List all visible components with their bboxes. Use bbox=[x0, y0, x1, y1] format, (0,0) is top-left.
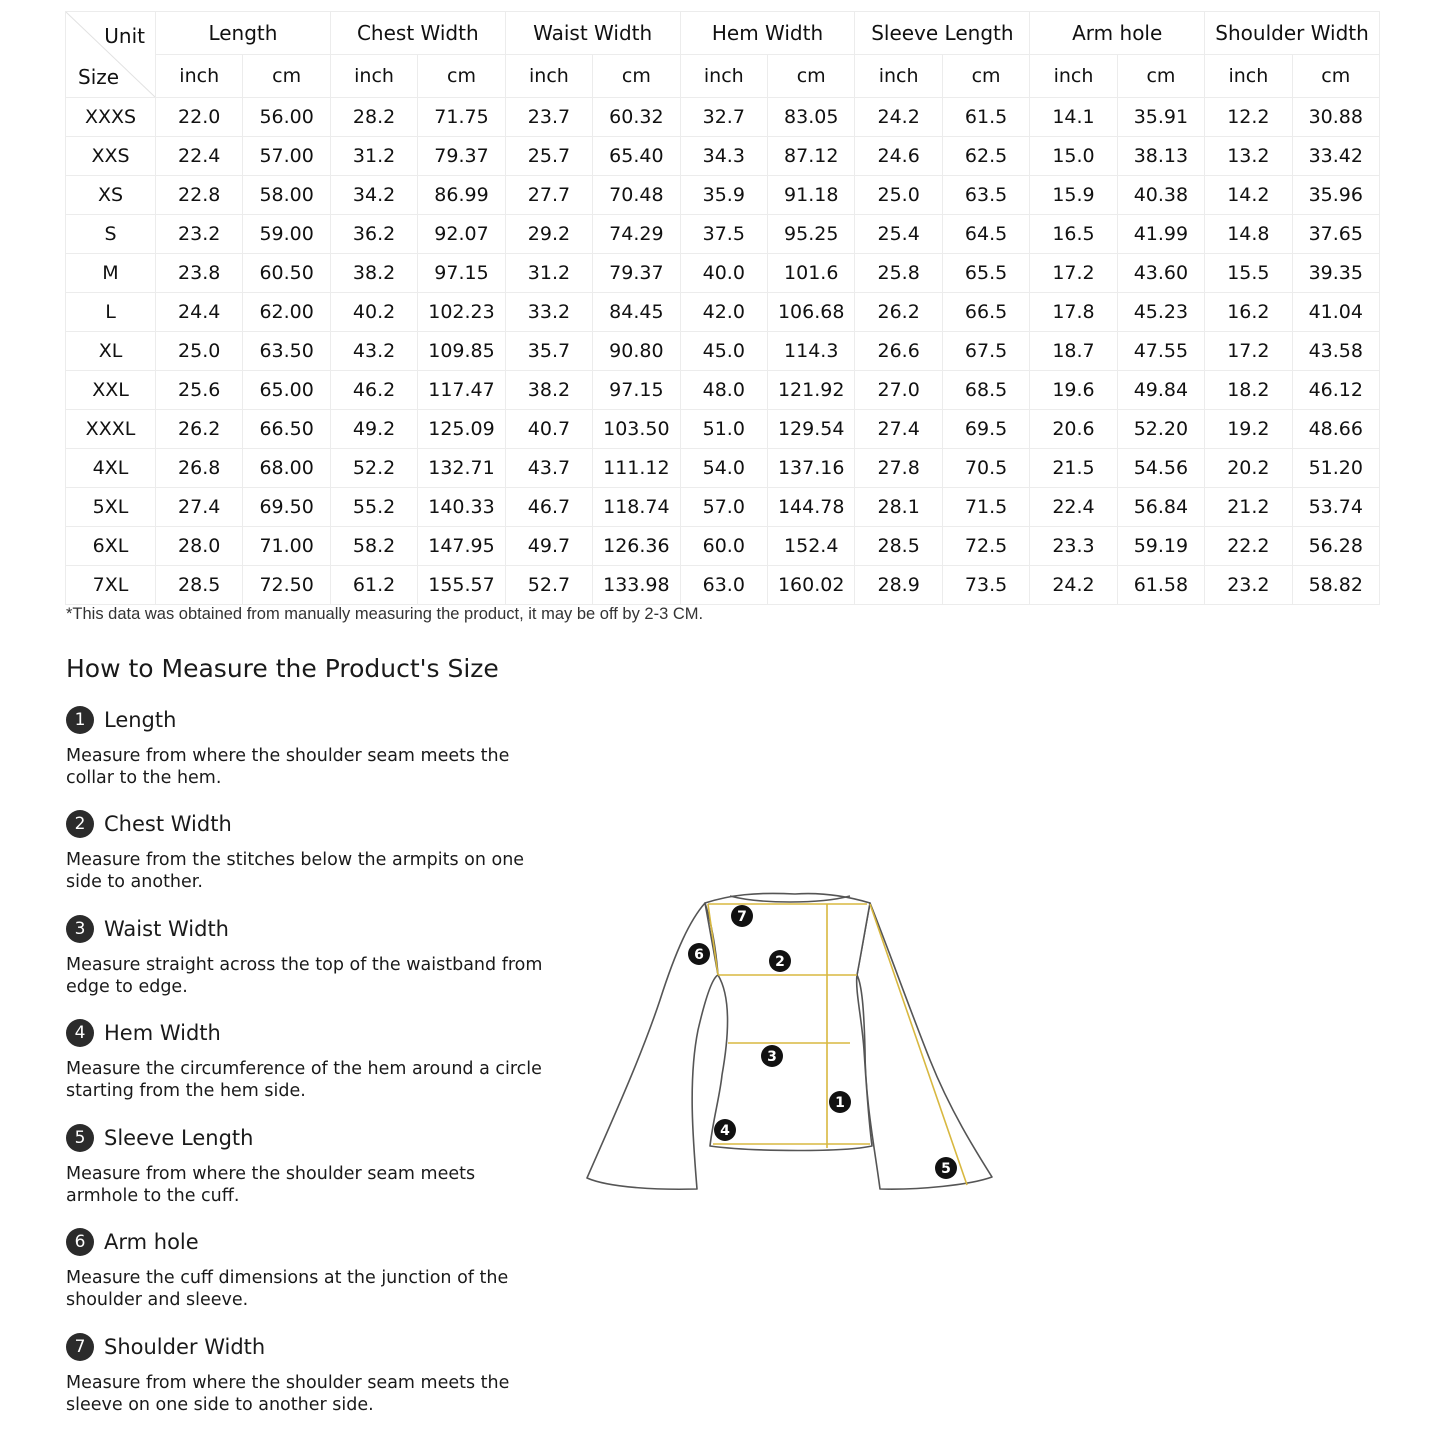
measurement-cell: 38.13 bbox=[1117, 137, 1204, 176]
marker-number: 4 bbox=[720, 1123, 730, 1139]
table-row bbox=[66, 176, 1380, 215]
marker-2 bbox=[769, 950, 791, 972]
measure-step bbox=[66, 705, 546, 789]
step-number-badge: 4 bbox=[66, 1019, 94, 1047]
size-cell: L bbox=[66, 293, 156, 332]
measurement-cell: 56.28 bbox=[1292, 527, 1379, 566]
unit-size-corner-cell bbox=[66, 12, 156, 98]
garment-diagram bbox=[580, 880, 1000, 1200]
measurement-cell: 97.15 bbox=[593, 371, 680, 410]
size-cell: XS bbox=[66, 176, 156, 215]
measurement-cell: 40.7 bbox=[505, 410, 592, 449]
measurement-cell: 37.5 bbox=[680, 215, 767, 254]
measurement-cell: 38.2 bbox=[505, 371, 592, 410]
measurement-cell: 70.48 bbox=[593, 176, 680, 215]
measurement-cell: 36.2 bbox=[330, 215, 417, 254]
measurement-cell: 22.4 bbox=[156, 137, 243, 176]
measurement-cell: 38.2 bbox=[330, 254, 417, 293]
measurement-cell: 30.88 bbox=[1292, 98, 1379, 137]
measurement-cell: 27.4 bbox=[156, 488, 243, 527]
measurement-cell: 31.2 bbox=[505, 254, 592, 293]
measurement-cell: 48.66 bbox=[1292, 410, 1379, 449]
measurement-cell: 27.7 bbox=[505, 176, 592, 215]
measurement-cell: 67.5 bbox=[942, 332, 1029, 371]
measurement-cell: 19.6 bbox=[1030, 371, 1117, 410]
measurement-cell: 24.2 bbox=[855, 98, 942, 137]
size-cell: XXS bbox=[66, 137, 156, 176]
measurement-cell: 90.80 bbox=[593, 332, 680, 371]
measurement-cell: 27.8 bbox=[855, 449, 942, 488]
measurement-cell: 68.5 bbox=[942, 371, 1029, 410]
measurement-cell: 55.2 bbox=[330, 488, 417, 527]
measurement-cell: 49.7 bbox=[505, 527, 592, 566]
measurement-cell: 23.8 bbox=[156, 254, 243, 293]
marker-number: 1 bbox=[835, 1095, 845, 1111]
measurement-cell: 37.65 bbox=[1292, 215, 1379, 254]
step-number-badge: 2 bbox=[66, 810, 94, 838]
measurement-cell: 69.5 bbox=[942, 410, 1029, 449]
step-heading bbox=[66, 1227, 546, 1257]
measurement-cell: 25.6 bbox=[156, 371, 243, 410]
measurement-cell: 60.0 bbox=[680, 527, 767, 566]
measurement-cell: 103.50 bbox=[593, 410, 680, 449]
measurement-cell: 73.5 bbox=[942, 566, 1029, 605]
unit-inch-header: inch bbox=[330, 55, 417, 98]
measurement-cell: 23.7 bbox=[505, 98, 592, 137]
measurement-cell: 86.99 bbox=[418, 176, 505, 215]
marker-number: 7 bbox=[737, 909, 747, 925]
step-heading bbox=[66, 1123, 546, 1153]
column-group-header: Shoulder Width bbox=[1205, 12, 1380, 55]
measurement-cell: 155.57 bbox=[418, 566, 505, 605]
measurement-cell: 71.5 bbox=[942, 488, 1029, 527]
measurement-cell: 84.45 bbox=[593, 293, 680, 332]
measurement-cell: 32.7 bbox=[680, 98, 767, 137]
unit-cm-header: cm bbox=[418, 55, 505, 98]
measurement-cell: 147.95 bbox=[418, 527, 505, 566]
measurement-cell: 39.35 bbox=[1292, 254, 1379, 293]
measurement-cell: 60.32 bbox=[593, 98, 680, 137]
unit-cm-header: cm bbox=[942, 55, 1029, 98]
step-name: Waist Width bbox=[104, 917, 229, 941]
measure-step bbox=[66, 809, 546, 893]
measurement-cell: 114.3 bbox=[768, 332, 855, 371]
measurement-cell: 101.6 bbox=[768, 254, 855, 293]
measurement-cell: 53.74 bbox=[1292, 488, 1379, 527]
column-group-header: Chest Width bbox=[330, 12, 505, 55]
measurement-cell: 40.38 bbox=[1117, 176, 1204, 215]
table-row bbox=[66, 137, 1380, 176]
measurement-cell: 56.00 bbox=[243, 98, 330, 137]
measurement-cell: 35.96 bbox=[1292, 176, 1379, 215]
measure-step bbox=[66, 1332, 546, 1416]
measurement-cell: 52.2 bbox=[330, 449, 417, 488]
measurement-cell: 21.2 bbox=[1205, 488, 1292, 527]
measurement-cell: 125.09 bbox=[418, 410, 505, 449]
table-row bbox=[66, 215, 1380, 254]
measurement-cell: 25.4 bbox=[855, 215, 942, 254]
unit-inch-header: inch bbox=[1205, 55, 1292, 98]
measurement-cell: 68.00 bbox=[243, 449, 330, 488]
step-heading bbox=[66, 914, 546, 944]
measurement-cell: 22.4 bbox=[1030, 488, 1117, 527]
measurement-cell: 23.3 bbox=[1030, 527, 1117, 566]
measurement-cell: 63.5 bbox=[942, 176, 1029, 215]
step-description: Measure the circumference of the hem around a circle starting from the hem side. bbox=[66, 1059, 542, 1101]
step-heading bbox=[66, 1018, 546, 1048]
table-row bbox=[66, 410, 1380, 449]
size-cell: 7XL bbox=[66, 566, 156, 605]
measurement-cell: 45.23 bbox=[1117, 293, 1204, 332]
measure-step bbox=[66, 1123, 546, 1207]
measurement-cell: 65.5 bbox=[942, 254, 1029, 293]
measurement-cell: 24.6 bbox=[855, 137, 942, 176]
measurement-cell: 26.2 bbox=[855, 293, 942, 332]
measurement-cell: 25.0 bbox=[855, 176, 942, 215]
size-cell: 6XL bbox=[66, 527, 156, 566]
step-description: Measure from the stitches below the armpits on one side to another. bbox=[66, 850, 525, 892]
measurement-cell: 43.60 bbox=[1117, 254, 1204, 293]
measurement-cell: 27.4 bbox=[855, 410, 942, 449]
measurement-cell: 26.2 bbox=[156, 410, 243, 449]
measurement-cell: 15.5 bbox=[1205, 254, 1292, 293]
measurement-cell: 46.12 bbox=[1292, 371, 1379, 410]
measurement-cell: 43.7 bbox=[505, 449, 592, 488]
measurement-cell: 79.37 bbox=[593, 254, 680, 293]
measurement-cell: 64.5 bbox=[942, 215, 1029, 254]
measurement-cell: 35.91 bbox=[1117, 98, 1204, 137]
unit-cm-header: cm bbox=[243, 55, 330, 98]
step-name: Hem Width bbox=[104, 1021, 221, 1045]
measurement-cell: 43.58 bbox=[1292, 332, 1379, 371]
unit-cm-header: cm bbox=[1292, 55, 1379, 98]
measurement-cell: 62.00 bbox=[243, 293, 330, 332]
measurement-cell: 14.1 bbox=[1030, 98, 1117, 137]
measurement-cell: 43.2 bbox=[330, 332, 417, 371]
measurement-cell: 25.7 bbox=[505, 137, 592, 176]
marker-number: 2 bbox=[775, 954, 785, 970]
measurement-cell: 35.7 bbox=[505, 332, 592, 371]
measurement-cell: 59.00 bbox=[243, 215, 330, 254]
measurement-cell: 62.5 bbox=[942, 137, 1029, 176]
unit-inch-header: inch bbox=[855, 55, 942, 98]
unit-inch-header: inch bbox=[1030, 55, 1117, 98]
size-label: Size bbox=[78, 65, 120, 89]
measurement-cell: 152.4 bbox=[768, 527, 855, 566]
column-group-header: Arm hole bbox=[1030, 12, 1205, 55]
measurement-cell: 58.82 bbox=[1292, 566, 1379, 605]
measurement-cell: 15.9 bbox=[1030, 176, 1117, 215]
size-cell: XXL bbox=[66, 371, 156, 410]
measurement-cell: 91.18 bbox=[768, 176, 855, 215]
measurement-cell: 23.2 bbox=[1205, 566, 1292, 605]
marker-number: 5 bbox=[941, 1161, 951, 1177]
measurement-cell: 46.7 bbox=[505, 488, 592, 527]
step-heading bbox=[66, 809, 546, 839]
measurement-cell: 14.8 bbox=[1205, 215, 1292, 254]
measurement-cell: 79.37 bbox=[418, 137, 505, 176]
step-number-badge: 6 bbox=[66, 1228, 94, 1256]
size-cell: 5XL bbox=[66, 488, 156, 527]
unit-cm-header: cm bbox=[593, 55, 680, 98]
measurement-cell: 16.2 bbox=[1205, 293, 1292, 332]
measurement-cell: 22.0 bbox=[156, 98, 243, 137]
measurement-cell: 35.9 bbox=[680, 176, 767, 215]
measurement-cell: 22.8 bbox=[156, 176, 243, 215]
measurement-cell: 34.3 bbox=[680, 137, 767, 176]
measurement-cell: 160.02 bbox=[768, 566, 855, 605]
table-row bbox=[66, 332, 1380, 371]
measure-step bbox=[66, 1227, 546, 1311]
column-group-header: Hem Width bbox=[680, 12, 855, 55]
marker-number: 3 bbox=[767, 1049, 777, 1065]
measurement-cell: 28.2 bbox=[330, 98, 417, 137]
measurement-cell: 17.8 bbox=[1030, 293, 1117, 332]
measurement-cell: 69.50 bbox=[243, 488, 330, 527]
size-cell: XXXL bbox=[66, 410, 156, 449]
table-row bbox=[66, 449, 1380, 488]
measurement-cell: 54.56 bbox=[1117, 449, 1204, 488]
measurement-cell: 15.0 bbox=[1030, 137, 1117, 176]
marker-3 bbox=[761, 1045, 783, 1067]
table-row bbox=[66, 527, 1380, 566]
measurement-cell: 28.5 bbox=[855, 527, 942, 566]
measurement-cell: 52.20 bbox=[1117, 410, 1204, 449]
measurement-cell: 56.84 bbox=[1117, 488, 1204, 527]
measurement-cell: 12.2 bbox=[1205, 98, 1292, 137]
measurement-cell: 63.0 bbox=[680, 566, 767, 605]
size-chart-table bbox=[65, 11, 1380, 605]
measurement-cell: 106.68 bbox=[768, 293, 855, 332]
step-heading bbox=[66, 1332, 546, 1362]
measurement-cell: 40.2 bbox=[330, 293, 417, 332]
measurement-cell: 27.0 bbox=[855, 371, 942, 410]
measurement-cell: 17.2 bbox=[1030, 254, 1117, 293]
measurement-cell: 28.5 bbox=[156, 566, 243, 605]
size-cell: M bbox=[66, 254, 156, 293]
size-cell: XL bbox=[66, 332, 156, 371]
measurement-cell: 144.78 bbox=[768, 488, 855, 527]
step-description: Measure from where the shoulder seam meets the collar to the hem. bbox=[66, 746, 510, 788]
step-description: Measure from where the shoulder seam meets the sleeve on one side to another side. bbox=[66, 1373, 510, 1415]
size-cell: XXXS bbox=[66, 98, 156, 137]
measurement-cell: 58.00 bbox=[243, 176, 330, 215]
measurement-cell: 95.25 bbox=[768, 215, 855, 254]
step-name: Arm hole bbox=[104, 1230, 199, 1254]
measurement-cell: 18.2 bbox=[1205, 371, 1292, 410]
measurement-cell: 71.00 bbox=[243, 527, 330, 566]
measurement-cell: 29.2 bbox=[505, 215, 592, 254]
top-outline bbox=[587, 893, 992, 1189]
measurement-note: *This data was obtained from manually measuring the product, it may be off by 2-3 CM. bbox=[66, 605, 704, 623]
size-cell: S bbox=[66, 215, 156, 254]
measurement-cell: 71.75 bbox=[418, 98, 505, 137]
measurement-cell: 102.23 bbox=[418, 293, 505, 332]
size-cell: 4XL bbox=[66, 449, 156, 488]
measurement-cell: 13.2 bbox=[1205, 137, 1292, 176]
column-group-header: Waist Width bbox=[505, 12, 680, 55]
measurement-cell: 137.16 bbox=[768, 449, 855, 488]
step-description: Measure from where the shoulder seam meets armhole to the cuff. bbox=[66, 1164, 476, 1206]
measurement-cell: 49.2 bbox=[330, 410, 417, 449]
table-row bbox=[66, 98, 1380, 137]
step-number-badge: 5 bbox=[66, 1124, 94, 1152]
measurement-cell: 24.4 bbox=[156, 293, 243, 332]
measurement-cell: 47.55 bbox=[1117, 332, 1204, 371]
column-group-header: Sleeve Length bbox=[855, 12, 1030, 55]
marker-4 bbox=[714, 1119, 736, 1141]
measurement-cell: 28.9 bbox=[855, 566, 942, 605]
measurement-cell: 65.40 bbox=[593, 137, 680, 176]
measurement-cell: 20.6 bbox=[1030, 410, 1117, 449]
marker-7 bbox=[731, 905, 753, 927]
measurement-cell: 18.7 bbox=[1030, 332, 1117, 371]
measurement-cell: 41.04 bbox=[1292, 293, 1379, 332]
unit-inch-header: inch bbox=[156, 55, 243, 98]
table-row bbox=[66, 254, 1380, 293]
table-row bbox=[66, 371, 1380, 410]
measurement-cell: 129.54 bbox=[768, 410, 855, 449]
measure-step bbox=[66, 914, 546, 998]
unit-inch-header: inch bbox=[680, 55, 767, 98]
measurement-cell: 17.2 bbox=[1205, 332, 1292, 371]
unit-cm-header: cm bbox=[768, 55, 855, 98]
measurement-cell: 111.12 bbox=[593, 449, 680, 488]
step-name: Length bbox=[104, 708, 177, 732]
measurement-cell: 74.29 bbox=[593, 215, 680, 254]
guide-title: How to Measure the Product's Size bbox=[66, 654, 499, 683]
measurement-cell: 20.2 bbox=[1205, 449, 1292, 488]
measurement-cell: 45.0 bbox=[680, 332, 767, 371]
measurement-cell: 61.2 bbox=[330, 566, 417, 605]
measurement-cell: 117.47 bbox=[418, 371, 505, 410]
step-description: Measure the cuff dimensions at the junction of the shoulder and sleeve. bbox=[66, 1268, 509, 1310]
measurement-cell: 34.2 bbox=[330, 176, 417, 215]
measurement-cell: 133.98 bbox=[593, 566, 680, 605]
measurement-cell: 57.00 bbox=[243, 137, 330, 176]
measurement-cell: 118.74 bbox=[593, 488, 680, 527]
marker-number: 6 bbox=[694, 947, 704, 963]
measurement-cell: 121.92 bbox=[768, 371, 855, 410]
measurement-cell: 52.7 bbox=[505, 566, 592, 605]
measurement-cell: 54.0 bbox=[680, 449, 767, 488]
measurement-cell: 24.2 bbox=[1030, 566, 1117, 605]
measurement-cell: 28.0 bbox=[156, 527, 243, 566]
measure-step bbox=[66, 1018, 546, 1102]
step-heading bbox=[66, 705, 546, 735]
unit-cm-header: cm bbox=[1117, 55, 1204, 98]
measurement-cell: 28.1 bbox=[855, 488, 942, 527]
measurement-cell: 70.5 bbox=[942, 449, 1029, 488]
step-number-badge: 7 bbox=[66, 1333, 94, 1361]
measurement-cell: 72.50 bbox=[243, 566, 330, 605]
measurement-cell: 51.0 bbox=[680, 410, 767, 449]
measurement-cell: 40.0 bbox=[680, 254, 767, 293]
step-number-badge: 1 bbox=[66, 706, 94, 734]
measurement-cell: 26.8 bbox=[156, 449, 243, 488]
measurement-cell: 33.2 bbox=[505, 293, 592, 332]
measurement-cell: 26.6 bbox=[855, 332, 942, 371]
measurement-cell: 66.50 bbox=[243, 410, 330, 449]
body-outline bbox=[705, 893, 872, 1150]
measurement-cell: 51.20 bbox=[1292, 449, 1379, 488]
measurement-cell: 33.42 bbox=[1292, 137, 1379, 176]
measurement-cell: 23.2 bbox=[156, 215, 243, 254]
measurement-cell: 60.50 bbox=[243, 254, 330, 293]
unit-inch-header: inch bbox=[505, 55, 592, 98]
marker-6 bbox=[688, 943, 710, 965]
measurement-cell: 41.99 bbox=[1117, 215, 1204, 254]
measurement-cell: 46.2 bbox=[330, 371, 417, 410]
right-sleeve-outline bbox=[857, 903, 992, 1189]
measurement-cell: 59.19 bbox=[1117, 527, 1204, 566]
measurement-cell: 31.2 bbox=[330, 137, 417, 176]
step-name: Sleeve Length bbox=[104, 1126, 254, 1150]
marker-5 bbox=[935, 1157, 957, 1179]
measurement-cell: 16.5 bbox=[1030, 215, 1117, 254]
column-group-header: Length bbox=[156, 12, 331, 55]
measurement-cell: 42.0 bbox=[680, 293, 767, 332]
measurement-cell: 22.2 bbox=[1205, 527, 1292, 566]
unit-label: Unit bbox=[104, 24, 145, 48]
measurement-cell: 140.33 bbox=[418, 488, 505, 527]
measurement-cell: 66.5 bbox=[942, 293, 1029, 332]
measurement-cell: 109.85 bbox=[418, 332, 505, 371]
step-name: Shoulder Width bbox=[104, 1335, 266, 1359]
measurement-cell: 14.2 bbox=[1205, 176, 1292, 215]
measurement-cell: 92.07 bbox=[418, 215, 505, 254]
measurement-cell: 65.00 bbox=[243, 371, 330, 410]
step-number-badge: 3 bbox=[66, 915, 94, 943]
table-row bbox=[66, 293, 1380, 332]
table-row bbox=[66, 566, 1380, 605]
measurement-cell: 49.84 bbox=[1117, 371, 1204, 410]
measurement-cell: 21.5 bbox=[1030, 449, 1117, 488]
measurement-cell: 63.50 bbox=[243, 332, 330, 371]
measurement-cell: 132.71 bbox=[418, 449, 505, 488]
step-description: Measure straight across the top of the waistband from edge to edge. bbox=[66, 955, 543, 997]
measurement-cell: 126.36 bbox=[593, 527, 680, 566]
measurement-cell: 25.0 bbox=[156, 332, 243, 371]
measurement-cell: 25.8 bbox=[855, 254, 942, 293]
measurement-cell: 83.05 bbox=[768, 98, 855, 137]
table-row bbox=[66, 488, 1380, 527]
measurement-cell: 87.12 bbox=[768, 137, 855, 176]
measurement-cell: 72.5 bbox=[942, 527, 1029, 566]
measurement-cell: 19.2 bbox=[1205, 410, 1292, 449]
measurement-cell: 97.15 bbox=[418, 254, 505, 293]
measurement-cell: 48.0 bbox=[680, 371, 767, 410]
measurement-cell: 61.58 bbox=[1117, 566, 1204, 605]
measurement-cell: 57.0 bbox=[680, 488, 767, 527]
measurement-cell: 58.2 bbox=[330, 527, 417, 566]
marker-1 bbox=[829, 1091, 851, 1113]
measurement-cell: 61.5 bbox=[942, 98, 1029, 137]
step-name: Chest Width bbox=[104, 812, 232, 836]
